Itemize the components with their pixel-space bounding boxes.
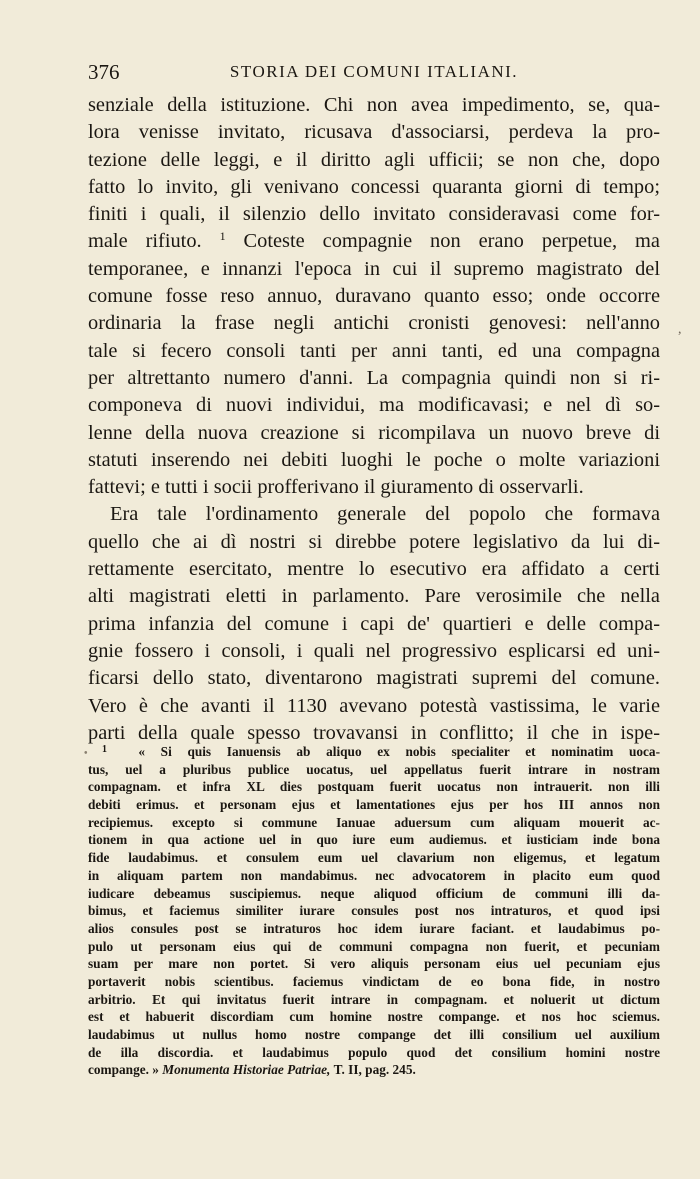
footnote-line-text: compange. » <box>88 1062 159 1078</box>
footnote-citation-line <box>88 1061 660 1079</box>
body-line: fattevi; e tutti i socii profferivano il giuramento di osservarli. <box>88 476 584 499</box>
footnote-line: pulo ut personam eius qui de communi compagna non fuerit, et pecuniam <box>88 938 660 954</box>
body-line: gnie fossero i consoli, i quali nel progressivo esplicarsi ed uni- <box>88 639 660 662</box>
body-line: Vero è che avanti il 1130 avevano potestà vastissima, le varie <box>88 694 660 717</box>
body-line: ficarsi dello stato, diventarono magistrati supremi del comune. <box>88 667 660 690</box>
footnote-line: tus, uel a pluribus publice uocatus, uel appellatus fuerit intrare in nostram <box>88 761 660 777</box>
running-title: STORIA DEI COMUNI ITALIANI. <box>229 62 519 81</box>
body-line: tale si fecero consoli tanti per anni tanti, ed una compagna <box>88 339 660 362</box>
footnote-line: de illa discordia. et laudabimus populo quod det consilium homini nostre <box>88 1044 660 1060</box>
body-line: ordinaria la frase negli antichi cronisti genovesi: nell'anno <box>88 312 660 335</box>
footnote-bullet: • <box>84 748 88 759</box>
body-line: finiti i quali, il silenzio dello invitato consideravasi come for- <box>88 203 660 226</box>
footnote-line: iudicare debeamus suscipiemus. neque aliquod officium de communi illi da- <box>88 885 660 901</box>
footnote-line: compagnam. et infra XL dies postquam fuerit uocatus non intrauerit. non illi <box>88 779 660 795</box>
body-line-segment: male rifiuto. <box>88 230 202 253</box>
body-line: alti magistrati eletti in parlamento. Pare verosimile che nella <box>88 585 660 608</box>
footnote-line: fide laudabimus. et consulem eum uel clavarium non eligemus, et legatum <box>88 850 660 866</box>
footnote-line: debiti erimus. et personam ejus et lamentationes ejus per hos III annos non <box>88 797 660 813</box>
body-line: lora venisse invitato, ricusava d'associarsi, perdeva la pro- <box>88 121 660 144</box>
body-line: temporanee, e innanzi l'epoca in cui il supremo magistrato del <box>88 257 660 280</box>
body-line: statuti inserendo nei debiti luoghi le poche o molte variazioni <box>88 448 660 471</box>
body-line: per altrettanto numero d'anni. La compagnia quindi non si ri- <box>88 366 660 389</box>
footnote-line: in aliquam partem non mandabimus. nec advocatorem in placito eum quod <box>88 867 660 883</box>
footnote-reference: 1 <box>219 229 226 244</box>
footnote-line: bimus, et faciemus similiter iurare consules post nos intraturos, et quod ipsi <box>88 903 660 919</box>
body-line: senziale della istituzione. Chi non avea impedimento, se, qua- <box>88 94 660 116</box>
body-line: Era tale l'ordinamento generale del popolo che formava <box>110 503 660 526</box>
footnote-marker: 1 <box>102 744 107 755</box>
footnote-line: alios consules post se intraturos hoc idem iurare faciant. et laudabimus po- <box>88 920 660 936</box>
footnote-line: suam per mare non portet. Si vero aliquis personam eius uel pecuniam ejus <box>88 956 660 972</box>
page-number: 376 <box>88 60 120 84</box>
source-title: Monumenta Historiae Patriae, <box>162 1062 331 1078</box>
footnote <box>84 743 660 1079</box>
body-line: comune fosse reso annuo, duravano quanto esso; onde occorre <box>88 285 660 308</box>
footnote-line: est et habuerit discordiam cum homine nostre compange. et nos hoc sciemus. <box>88 1009 660 1025</box>
source-reference: T. II, pag. 245. <box>333 1062 416 1078</box>
margin-mark: , <box>678 322 682 337</box>
body-line: prima infanzia del comune i capi de' quartieri e delle compa- <box>88 612 660 635</box>
body-line: parti della quale spesso trovavansi in conflitto; il che in ispe- <box>88 721 660 744</box>
body-line: componeva di nuovi individui, ma modificavasi; e nel dì so- <box>88 394 660 417</box>
body-line: rettamente esercitato, mentre lo esecutivo era affidato a certi <box>88 558 660 581</box>
body-line: quello che ai dì nostri si direbbe potere legislativo da lui di- <box>88 530 660 553</box>
body-line: tezione delle leggi, e il diritto agli ufficii; se non che, dopo <box>88 148 660 171</box>
footnote-line: portaverit nobis scientibus. faciemus vindictam de eo bona fide, in nostro <box>88 973 660 989</box>
body-text <box>88 92 660 747</box>
footnote-line-text: « Si quis Ianuensis ab aliquo ex nobis specialiter et nominatim uoca- <box>138 744 660 759</box>
page-header <box>88 60 660 88</box>
footnote-line: laudabimus ut nullus homo nostre compange det illi consilium uel auxilium <box>88 1027 660 1042</box>
body-line: lenne della nuova creazione si ricompilava un nuovo breve di <box>88 421 660 444</box>
body-line <box>88 228 660 255</box>
body-line-segment: Coteste compagnie non erano perpetue, ma <box>243 230 660 253</box>
footnote-line: arbitrio. Et qui invitatus fuerit intrare in compagnam. et noluerit ut dictum <box>88 991 660 1007</box>
body-line: fatto lo invito, gli venivano concessi quaranta giorni di tempo; <box>88 175 660 198</box>
footnote-line: tionem in qua actione uel in quo iure eum audiemus. et iusticiam inde bona <box>88 832 660 848</box>
footnote-line <box>88 743 660 761</box>
footnote-line: recipiemus. excepto si commune Ianuae aduersum cum aliquam mouerit ac- <box>88 814 660 830</box>
